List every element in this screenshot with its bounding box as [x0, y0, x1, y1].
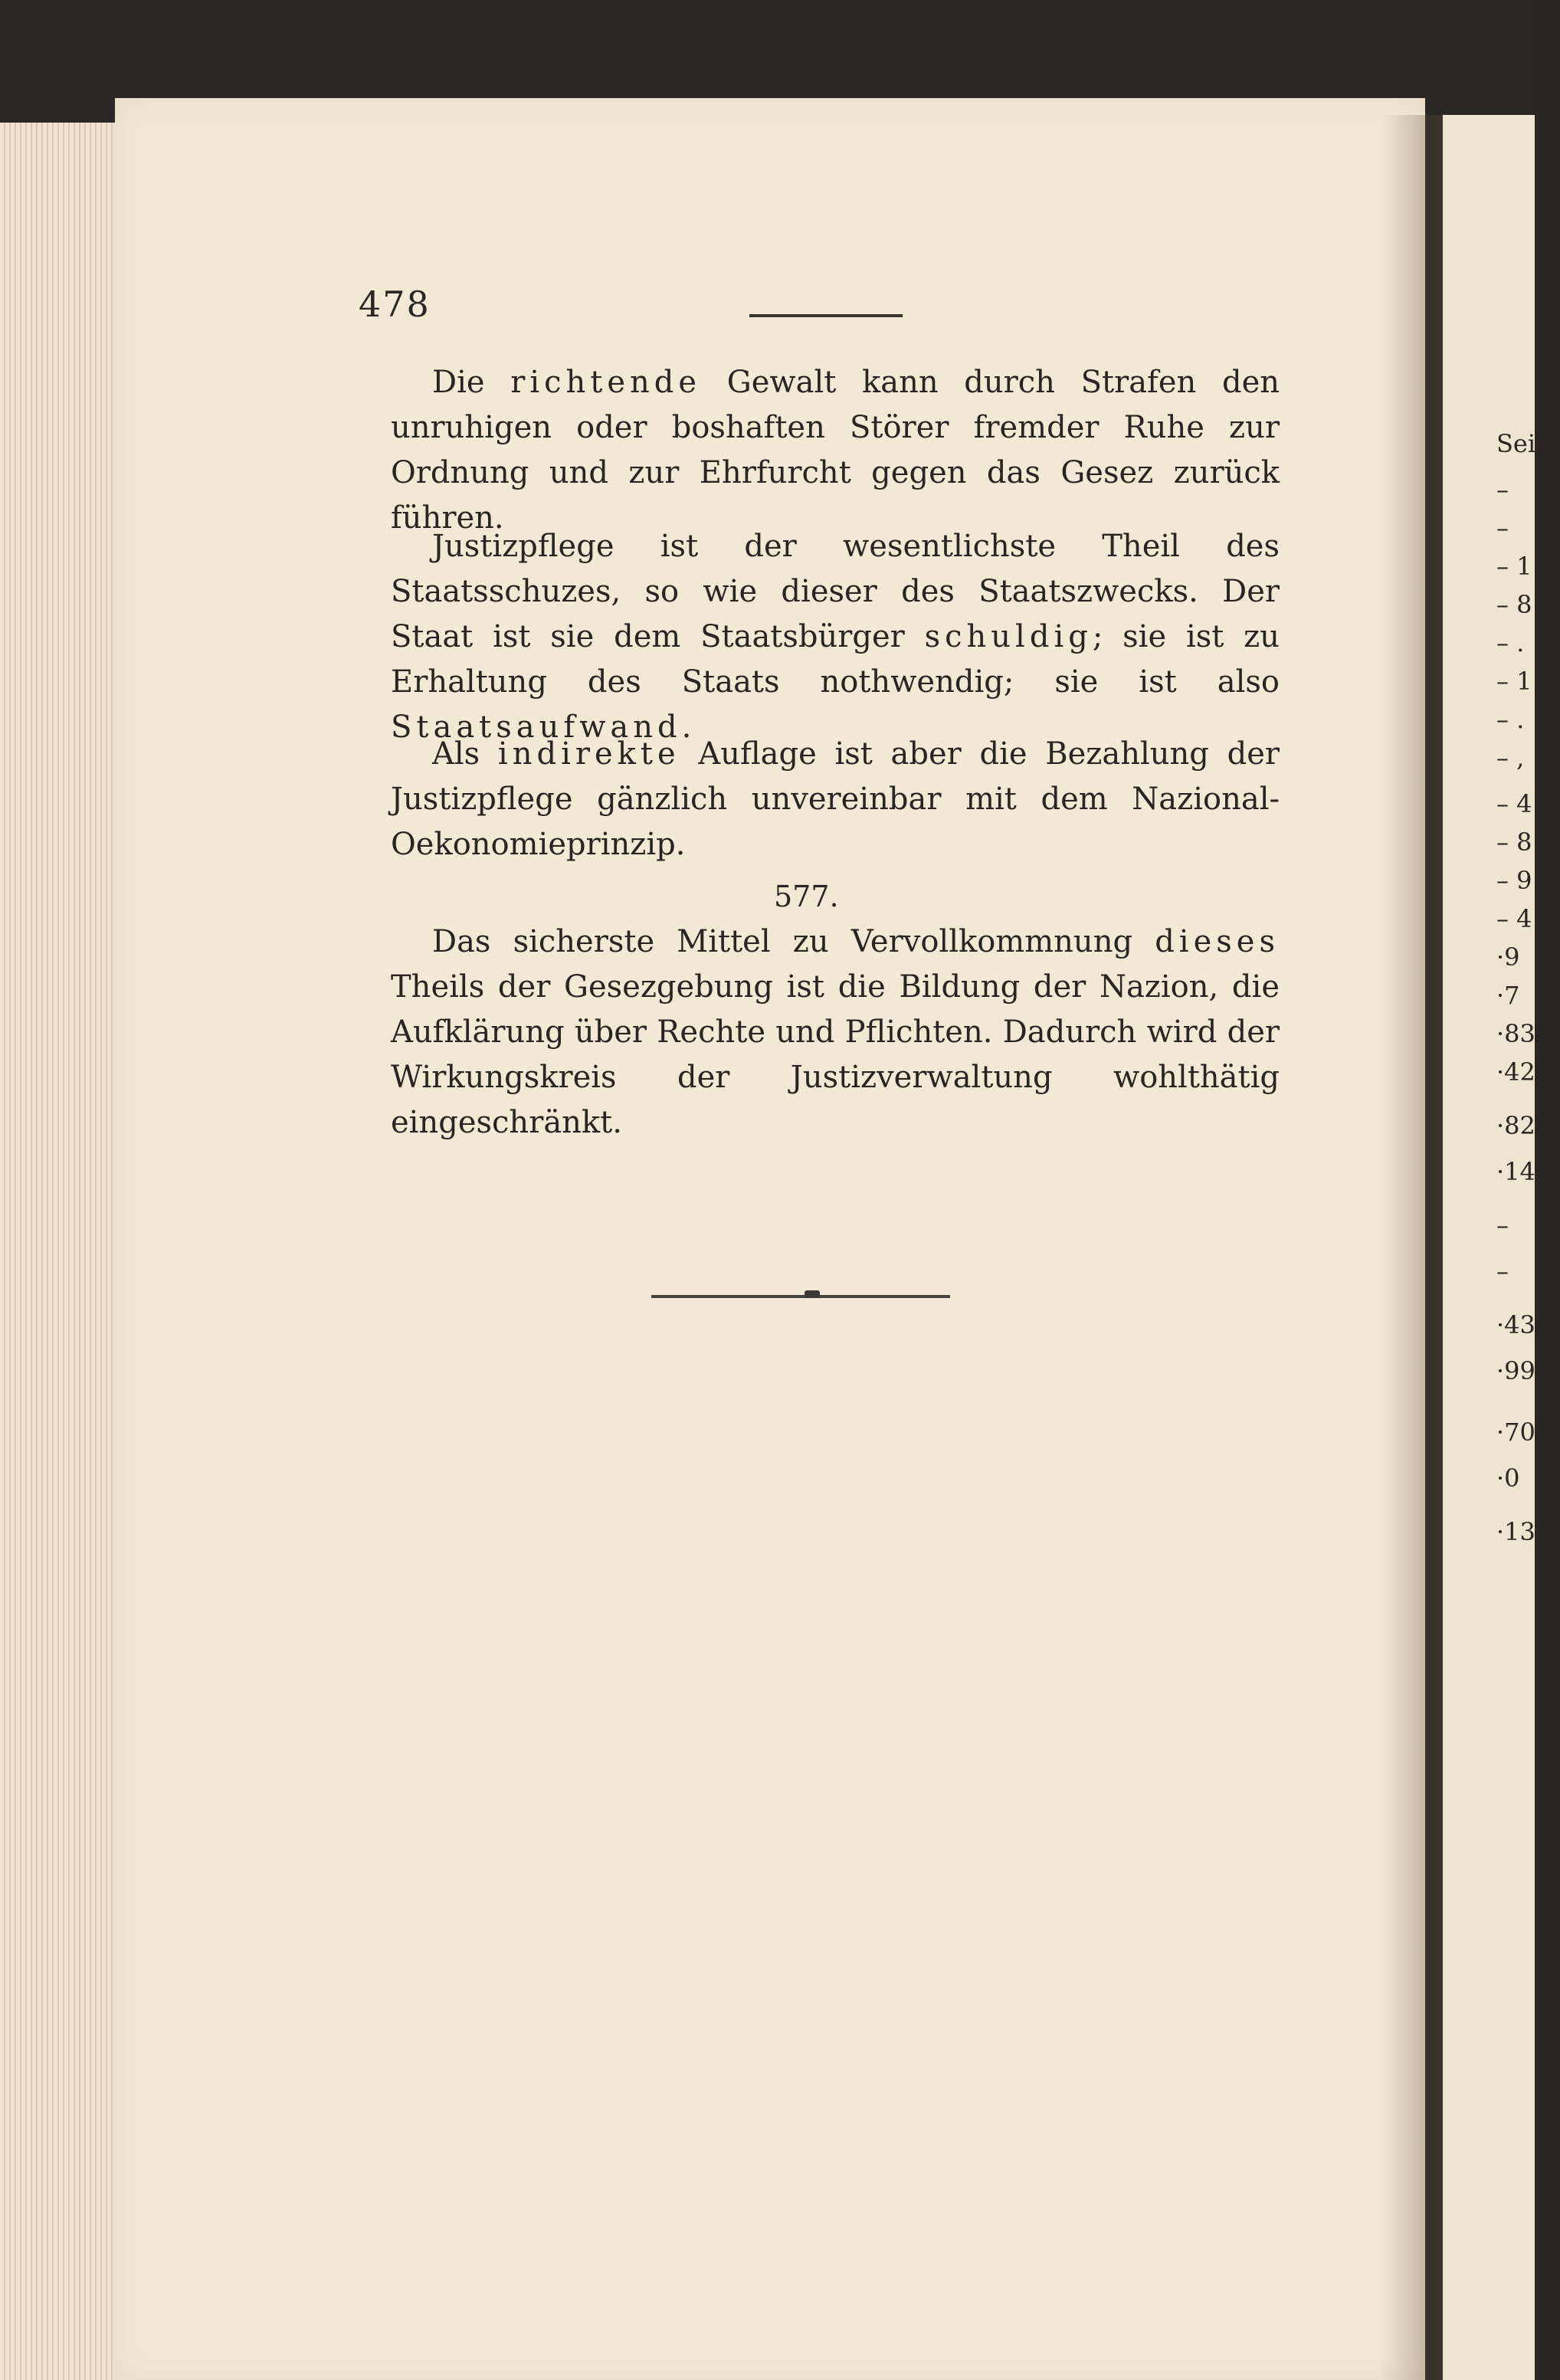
- facing-line: ·43: [1496, 1310, 1535, 1339]
- facing-line: ·13: [1496, 1517, 1535, 1546]
- facing-line: Seite: [1496, 429, 1560, 458]
- text-run: Als: [432, 736, 498, 772]
- text-run: Die: [432, 365, 511, 400]
- facing-line: –: [1496, 513, 1509, 543]
- page-gutter-shadow: [1379, 115, 1440, 2380]
- facing-line: ·9: [1496, 942, 1520, 972]
- text-run: Theils der Gesezgebung ist die Bildung der Nazion, die Aufklärung über Rechte und Pflichten. Dadurch wird der Wirkungskreis der Justizverwaltung wohlthätig eingeschränkt.: [391, 969, 1280, 1140]
- facing-line: –: [1496, 475, 1509, 504]
- text-run: Gewalt kann durch Strafen den unruhigen oder boshaften Störer fremder Ruhe zur Ordnung und zur Ehrfurcht gegen das Gesez zurück führen.: [391, 365, 1280, 536]
- text-run: Das sicherste Mittel zu Vervollkommnung: [432, 924, 1155, 959]
- facing-line: – 1: [1496, 552, 1532, 581]
- facing-line: – 1: [1496, 667, 1532, 696]
- text-run: ; sie ist zu Erhaltung des Staats nothwendig; sie ist also: [391, 619, 1280, 700]
- facing-line: ·7: [1496, 981, 1520, 1010]
- facing-line: – 8: [1496, 590, 1532, 619]
- facing-line: – .: [1496, 705, 1525, 734]
- facing-line: ·70: [1496, 1418, 1535, 1447]
- paragraph-richtende-gewalt: [391, 360, 1280, 541]
- paragraph-indirekte-auflage: [391, 732, 1280, 867]
- facing-line: ·148: [1496, 1157, 1552, 1186]
- spaced-word: schuldig: [924, 619, 1093, 654]
- end-rule-ornament: [805, 1290, 820, 1298]
- paragraph-justizpflege: [391, 524, 1280, 750]
- header-rule: [749, 314, 903, 317]
- facing-line: –: [1496, 1257, 1509, 1286]
- facing-line: – 4: [1496, 904, 1532, 933]
- facing-line: – 4: [1496, 789, 1532, 818]
- facing-line: – 8: [1496, 828, 1532, 857]
- text-run: .: [681, 710, 692, 745]
- end-rule: [651, 1295, 950, 1298]
- paragraph-sicherste-mittel: [391, 920, 1280, 1146]
- facing-line: ·42: [1496, 1057, 1535, 1087]
- page-number: 478: [359, 284, 431, 325]
- facing-page-edge: [1440, 115, 1560, 2380]
- facing-line: – .: [1496, 628, 1525, 657]
- page-block-edges: [0, 123, 123, 2380]
- facing-line: ·83: [1496, 1019, 1535, 1048]
- facing-line: – 9: [1496, 866, 1532, 895]
- text-run: Auflage ist aber die Bezahlung der Justizpflege gänzlich unvereinbar mit dem Nazional-Oekonomieprinzip.: [391, 736, 1280, 862]
- section-number: 577.: [774, 880, 839, 913]
- facing-line: – ,: [1496, 743, 1525, 772]
- facing-line: ·99: [1496, 1356, 1535, 1385]
- spaced-word: dieses: [1155, 924, 1280, 959]
- spaced-word: indirekte: [497, 736, 680, 772]
- facing-line: –: [1496, 1211, 1509, 1240]
- spaced-word: Staatsaufwand: [391, 710, 682, 745]
- facing-line: ·0: [1496, 1464, 1520, 1493]
- text-run: Justizpflege ist der wesentlichste Theil des Staatsschuzes, so wie dieser des Staatszwecks. Der Staat ist sie dem Staatsbürger: [391, 529, 1280, 654]
- facing-line: ·82: [1496, 1111, 1535, 1140]
- spaced-word: richtende: [510, 365, 702, 400]
